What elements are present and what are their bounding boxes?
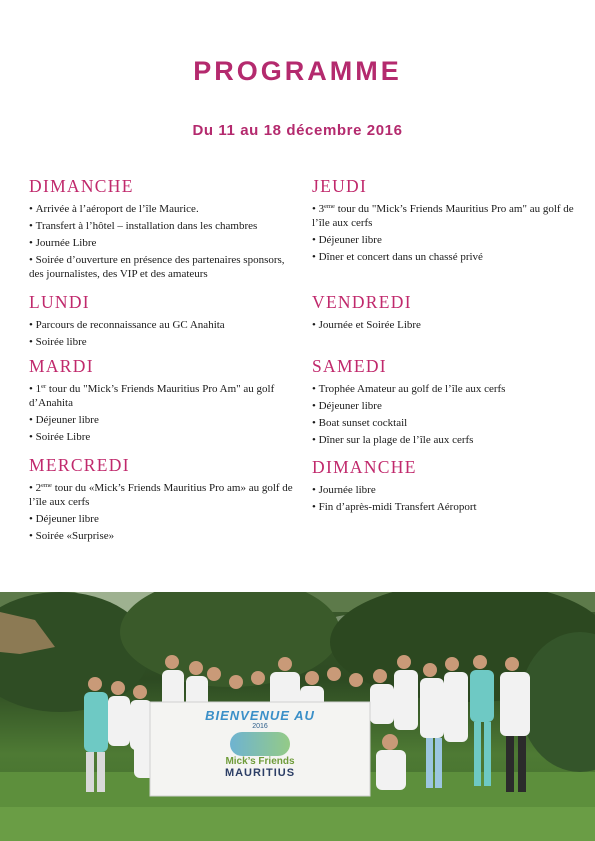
banner-line-1: BIENVENUE AU (205, 708, 315, 723)
activity-text: Journée Libre (35, 237, 97, 249)
activity-item (29, 513, 299, 527)
day-sunday-arrival (29, 176, 299, 285)
day-heading: VENDREDI (312, 292, 412, 312)
day-monday (29, 292, 299, 353)
activity-list (312, 319, 582, 333)
activity-text: Soirée libre (35, 336, 87, 348)
group-photo (0, 592, 595, 841)
activity-item (29, 220, 299, 234)
page-title: PROGRAMME (193, 56, 402, 86)
activity-text: Parcours de reconnaissance au GC Anahita (35, 319, 225, 331)
day-heading: MARDI (29, 356, 94, 376)
activity-text: Dîner sur la plage de l’île aux cerfs (318, 434, 474, 446)
ordinal-suffix: eme (324, 203, 335, 210)
activity-text: Trophée Amateur au golf de l’île aux cerfs (318, 383, 506, 395)
day-wednesday (29, 455, 299, 547)
activity-list (29, 482, 299, 543)
banner-line-3: MAURITIUS (224, 767, 296, 779)
activity-text: Déjeuner libre (35, 413, 99, 426)
golfer-logo-icon (230, 732, 290, 756)
activity-text: Soirée «Surprise» (35, 529, 115, 542)
activity-item (312, 251, 582, 265)
activity-item (312, 203, 582, 230)
day-heading: JEUDI (312, 176, 368, 196)
activity-item (312, 400, 582, 414)
activity-item (312, 501, 582, 515)
activity-list (312, 383, 582, 448)
activity-list (29, 319, 299, 350)
activity-item (29, 237, 299, 251)
day-heading: MERCREDI (29, 455, 130, 475)
activity-item (29, 203, 299, 217)
activity-text: Soirée d’ouverture en présence des partenaires sponsors, des journalistes, des VIP et des amateurs (29, 254, 285, 280)
activity-text: Transfert à l’hôtel – installation dans les chambres (35, 220, 258, 232)
activity-item (29, 319, 299, 333)
activity-text: tour du «Mick’s Friends Mauritius Pro am» au golf de l’île aux cerfs (29, 482, 293, 508)
activity-item (29, 530, 299, 544)
day-heading: LUNDI (29, 292, 90, 312)
activity-text: Soirée Libre (35, 430, 91, 443)
day-heading: DIMANCHE (312, 457, 417, 477)
activity-item (312, 484, 582, 498)
activity-text: Déjeuner libre (318, 400, 382, 412)
welcome-banner (150, 702, 370, 796)
activity-item (312, 417, 582, 431)
activity-text: Dîner et concert dans un chassé privé (318, 250, 483, 263)
activity-item (312, 234, 582, 248)
ordinal-suffix: eme (41, 482, 52, 489)
activity-text: Déjeuner libre (35, 512, 99, 525)
activity-item (29, 383, 299, 410)
activity-list (29, 203, 299, 281)
activity-text: tour du "Mick’s Friends Mauritius Pro am" au golf de l’île aux cerfs (312, 203, 574, 229)
activity-list (29, 383, 299, 444)
ordinal-number: 3 (318, 203, 325, 215)
day-heading: SAMEDI (312, 356, 387, 376)
day-thursday (312, 176, 582, 268)
activity-text: tour du "Mick’s Friends Mauritius Pro Am" au golf d’Anahita (29, 383, 275, 409)
activity-text: Journée et Soirée Libre (318, 319, 421, 331)
day-tuesday (29, 356, 299, 448)
activity-item (29, 482, 299, 509)
event-dates: Du 11 au 18 décembre 2016 (192, 122, 403, 139)
day-saturday (312, 356, 582, 451)
activity-text: Boat sunset cocktail (318, 417, 408, 429)
ordinal-number: 1 (35, 383, 42, 395)
activity-text: Déjeuner libre (318, 233, 382, 246)
day-sunday-departure (312, 457, 582, 518)
ordinal-suffix: er (41, 383, 47, 390)
activity-list (312, 484, 582, 515)
day-friday (312, 292, 582, 336)
activity-item (29, 414, 299, 428)
day-heading: DIMANCHE (29, 176, 134, 196)
activity-text: Arrivée à l’aéroport de l’île Maurice. (35, 203, 199, 215)
ordinal-number: 2 (35, 482, 42, 494)
banner-year: 2016 (252, 723, 268, 730)
activity-text: Journée libre (318, 484, 376, 496)
activity-item (29, 431, 299, 445)
activity-text: Fin d’après-midi Transfert Aéroport (318, 501, 477, 513)
activity-item (312, 383, 582, 397)
banner-line-2: Mick’s Friends (225, 756, 295, 767)
activity-item (312, 434, 582, 448)
activity-list (312, 203, 582, 264)
activity-item (29, 336, 299, 350)
activity-item (312, 319, 582, 333)
activity-item (29, 254, 299, 281)
